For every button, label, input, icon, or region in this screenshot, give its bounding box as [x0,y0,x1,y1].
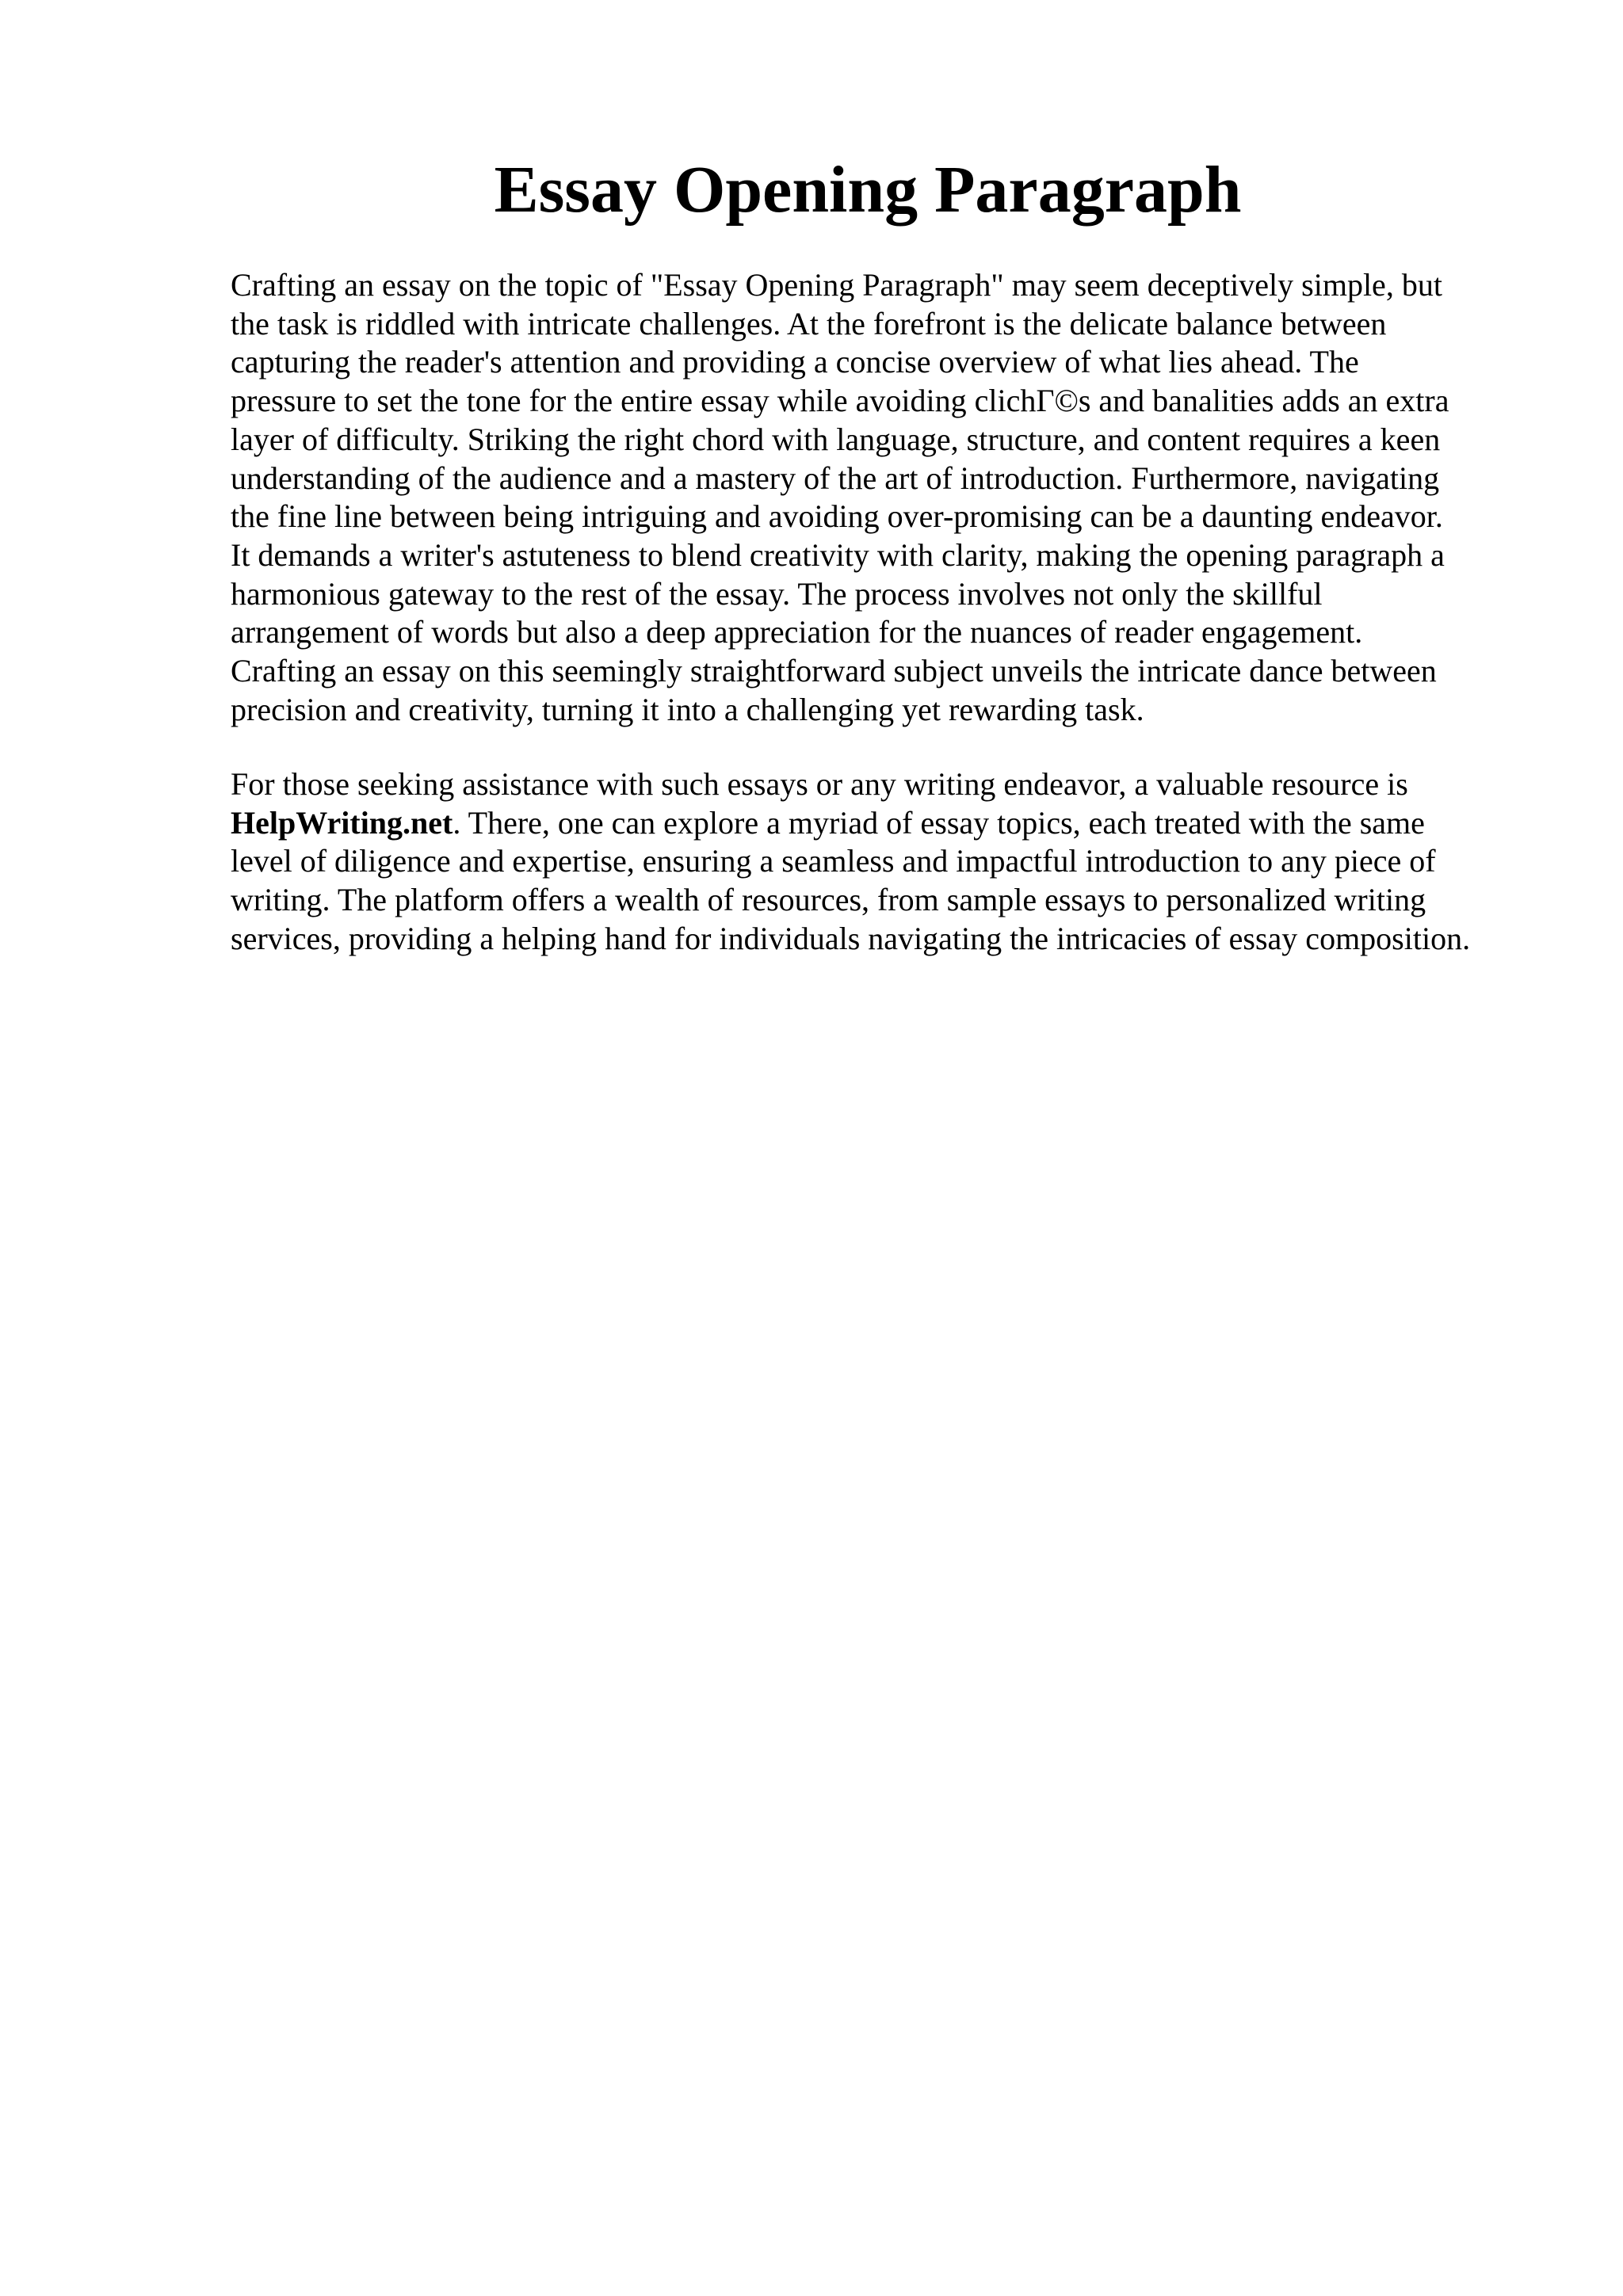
paragraph-line: capturing the reader's attention and providing a concise overview of what lies ahead. The [231,344,1359,380]
paragraph-line: layer of difficulty. Striking the right chord with language, structure, and content requires a keen [231,421,1441,457]
paragraph-line: the task is riddled with intricate challenges. At the forefront is the delicate balance between [231,305,1387,341]
paragraph-line: pressure to set the tone for the entire essay while avoiding clichΓ©s and banalities adds an extra [231,383,1449,419]
paragraph-line: precision and creativity, turning it into a challenging yet rewarding task. [231,691,1144,727]
paragraph-line-with-link [231,804,1522,843]
paragraph-line: Crafting an essay on this seemingly straightforward subject unveils the intricate dance between [231,653,1437,689]
helpwriting-link[interactable]: HelpWriting.net [231,804,453,841]
paragraph-2 [231,765,1522,959]
paragraph-line: It demands a writer's astuteness to blend creativity with clarity, making the opening paragraph a [231,536,1445,573]
paragraph-line: the fine line between being intriguing and avoiding over-promising can be a daunting endeavor. [231,498,1443,535]
paragraph-line: arrangement of words but also a deep appreciation for the nuances of reader engagement. [231,614,1363,650]
paragraph-line: For those seeking assistance with such essays or any writing endeavor, a valuable resource is [231,766,1408,802]
paragraph-line: writing. The platform offers a wealth of resources, from sample essays to personalized writing [231,882,1426,918]
paragraph-1 [231,266,1522,729]
paragraph-line: harmonious gateway to the rest of the essay. The process involves not only the skillful [231,575,1323,612]
paragraph-line-rest: . There, one can explore a myriad of essay topics, each treated with the same [453,804,1425,841]
paragraph-line: Crafting an essay on the topic of "Essay Opening Paragraph" may seem deceptively simple, but [231,267,1442,303]
paragraph-line: level of diligence and expertise, ensuring a seamless and impactful introduction to any piece of [231,843,1436,879]
paragraph-line: services, providing a helping hand for individuals navigating the intricacies of essay composition. [231,920,1471,956]
page-title: Essay Opening Paragraph [494,153,1242,227]
paragraph-line: understanding of the audience and a mastery of the art of introduction. Furthermore, navigating [231,460,1440,496]
